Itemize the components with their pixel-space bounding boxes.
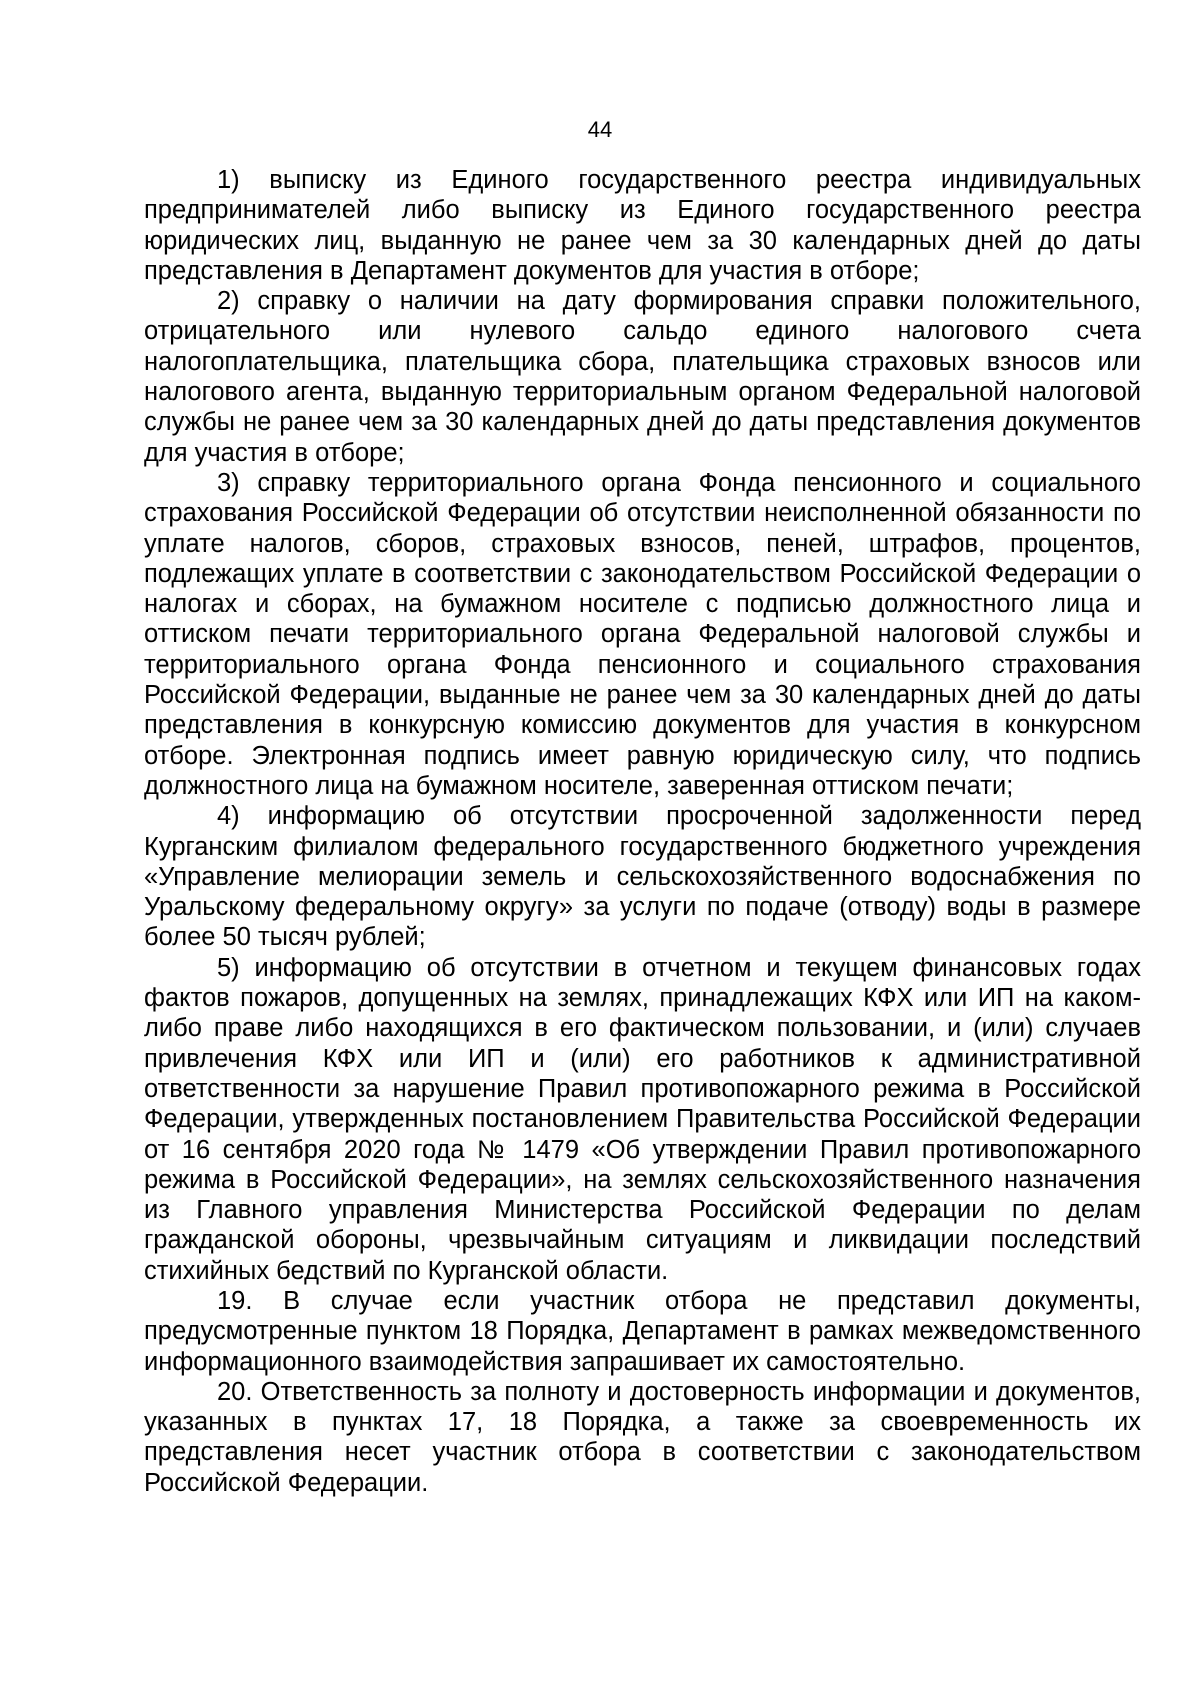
- clause-20: 20. Ответственность за полноту и достоверность информации и документов, указанных в пунктах 17, 18 Порядка, а также за своевременность их представления несет участник отбора в соответствии с законодательством Российской Федерации.: [144, 1377, 1141, 1497]
- page-number: 44: [587, 117, 613, 142]
- list-item-1-extract-registry: 1) выписку из Единого государственного реестра индивидуальных предпринимателей либо выписку из Единого государственного реестра юридических лиц, выданную не ранее чем за 30 календарных дней до даты представления в Департамент документов для участия в отборе;: [144, 166, 1141, 285]
- list-item-3-fund-certificate: 3) справку территориального органа Фонда пенсионного и социального страхования Российской Федерации об отсутствии неисполненной обязанности по уплате налогов, сборов, страховых взносов, пеней, штрафов, процентов, подлежащих уплате в соответствии с законодательством Российской Федерации о налогах и сборах, на бумажном носителе с подписью должностного лица и оттиском печати территориального органа Федеральной налоговой службы и территориального органа Фонда пенсионного и социального страхования Российской Федерации, выданные не ранее чем за 30 календарных дней до даты представления в конкурсную комиссию документов для участия в конкурсном отборе. Электронная подпись имеет равную юридическую силу, что подпись должностного лица на бумажном носителе, заверенная оттиском печати;: [144, 468, 1141, 800]
- list-item-5-fire-information: 5) информацию об отсутствии в отчетном и текущем финансовых годах фактов пожаров, допущенных на землях, принадлежащих КФХ или ИП на каком-либо праве либо находящихся в его фактическом пользовании, и (или) случаев привлечения КФХ или ИП и (или) его работников к административной ответственности за нарушение Правил противопожарного режима в Российской Федерации, утвержденных постановлением Правительства Российской Федерации от 16 сентября 2020 года № 1479 «Об утверждении Правил противопожарного режима в Российской Федерации», на землях сельскохозяйственного назначения из Главного управления Министерства Российской Федерации по делам гражданской обороны, чрезвычайным ситуациям и ликвидации последствий стихийных бедствий по Курганской области.: [144, 953, 1141, 1285]
- list-item-4-debt-information: 4) информацию об отсутствии просроченной задолженности перед Курганским филиалом федерального государственного бюджетного учреждения «Управление мелиорации земель и сельскохозяйственного водоснабжения по Уральскому федеральному округу» за услуги по подаче (отводу) воды в размере более 50 тысяч рублей;: [144, 802, 1141, 952]
- list-item-2-tax-balance-certificate: 2) справку о наличии на дату формирования справки положительного, отрицательного или нулевого сальдо единого налогового счета налогоплательщика, плательщика сбора, плательщика страховых взносов или налогового агента, выданную территориальным органом Федеральной налоговой службы не ранее чем за 30 календарных дней до даты представления документов для участия в отборе;: [144, 287, 1141, 467]
- document-body: [144, 165, 1141, 1498]
- clause-19: 19. В случае если участник отбора не представил документы, предусмотренные пунктом 18 Порядка, Департамент в рамках межведомственного информационного взаимодействия запрашивает их самостоятельно.: [144, 1286, 1141, 1376]
